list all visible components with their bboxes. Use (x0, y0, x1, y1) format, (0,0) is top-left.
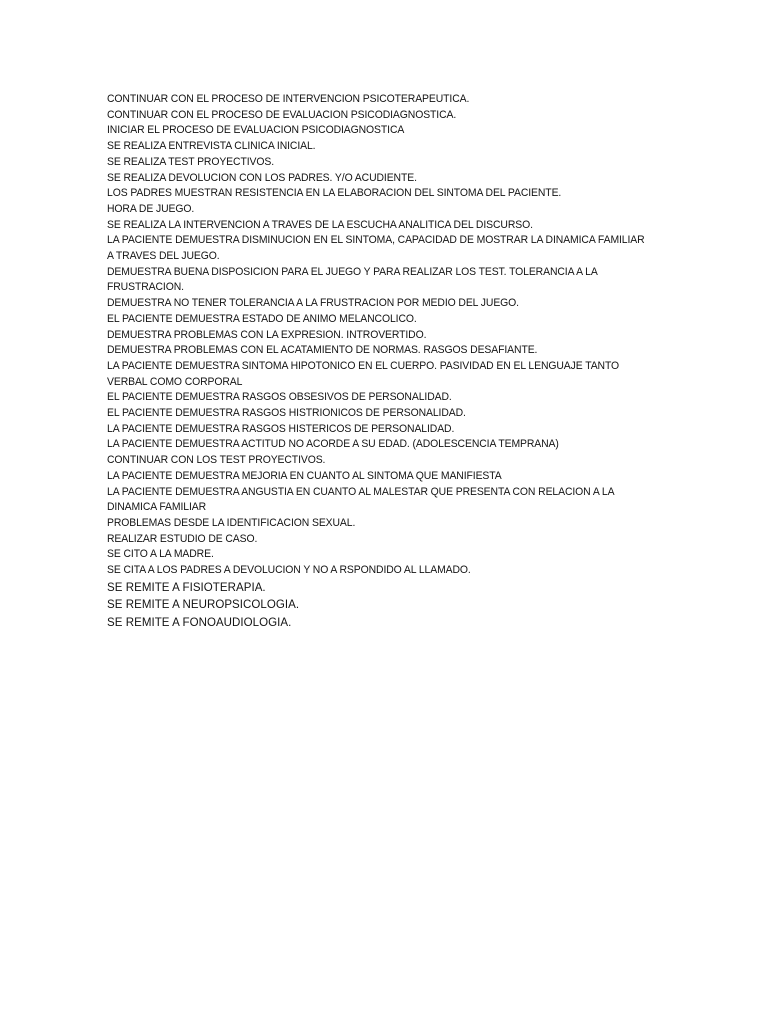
note-line: CONTINUAR CON EL PROCESO DE INTERVENCION PSICOTERAPEUTICA. (107, 93, 470, 105)
note-line: PROBLEMAS DESDE LA IDENTIFICACION SEXUAL. (107, 516, 356, 529)
note-line: HORA DE JUEGO. (107, 202, 195, 215)
note-line: DEMUESTRA PROBLEMAS CON LA EXPRESION. INTROVERTIDO. (107, 328, 427, 341)
note-line: REALIZAR ESTUDIO DE CASO. (107, 532, 258, 545)
note-line: LA PACIENTE DEMUESTRA MEJORIA EN CUANTO AL SINTOMA QUE MANIFIESTA (107, 469, 502, 482)
referral-line: SE REMITE A FISIOTERAPIA. (107, 579, 266, 594)
note-line: VERBAL COMO CORPORAL (107, 375, 243, 388)
note-line: FRUSTRACION. (107, 281, 184, 294)
note-line: DINAMICA FAMILIAR (107, 501, 207, 514)
note-line: CONTINUAR CON EL PROCESO DE EVALUACION PSICODIAGNOSTICA. (107, 108, 457, 121)
referral-line: SE REMITE A FONOAUDIOLOGIA. (107, 614, 292, 629)
note-line: SE REALIZA DEVOLUCION CON LOS PADRES. Y/O ACUDIENTE. (107, 171, 417, 184)
note-line: SE REALIZA LA INTERVENCION A TRAVES DE LA ESCUCHA ANALITICA DEL DISCURSO. (107, 218, 533, 231)
note-line: LA PACIENTE DEMUESTRA SINTOMA HIPOTONICO EN EL CUERPO. PASIVIDAD EN EL LENGUAJE TANTO (107, 359, 620, 372)
note-line: LA PACIENTE DEMUESTRA ACTITUD NO ACORDE A SU EDAD. (ADOLESCENCIA TEMPRANA) (107, 438, 559, 451)
referral-line: SE REMITE A NEUROPSICOLOGIA. (107, 597, 300, 612)
note-line: EL PACIENTE DEMUESTRA RASGOS HISTRIONICOS DE PERSONALIDAD. (107, 407, 466, 420)
note-line: EL PACIENTE DEMUESTRA RASGOS OBSESIVOS DE PERSONALIDAD. (107, 391, 452, 404)
note-line: SE REALIZA ENTREVISTA CLINICA INICIAL. (107, 140, 316, 153)
note-line: DEMUESTRA BUENA DISPOSICION PARA EL JUEGO Y PARA REALIZAR LOS TEST. TOLERANCIA A LA (107, 265, 598, 278)
note-line: LOS PADRES MUESTRAN RESISTENCIA EN LA ELABORACION DEL SINTOMA DEL PACIENTE. (107, 187, 562, 200)
note-line: DEMUESTRA PROBLEMAS CON EL ACATAMIENTO DE NORMAS. RASGOS DESAFIANTE. (107, 344, 538, 357)
note-line: CONTINUAR CON LOS TEST PROYECTIVOS. (107, 454, 326, 467)
note-line: A TRAVES DEL JUEGO. (107, 250, 220, 263)
note-line: LA PACIENTE DEMUESTRA ANGUSTIA EN CUANTO AL MALESTAR QUE PRESENTA CON RELACION A LA (107, 485, 615, 498)
note-line: SE CITO A LA MADRE. (107, 548, 214, 561)
note-line: SE REALIZA TEST PROYECTIVOS. (107, 155, 275, 168)
note-line: EL PACIENTE DEMUESTRA ESTADO DE ANIMO MELANCOLICO. (107, 312, 417, 325)
note-line: SE CITA A LOS PADRES A DEVOLUCION Y NO A RSPONDIDO AL LLAMADO. (107, 564, 471, 577)
note-line: INICIAR EL PROCESO DE EVALUACION PSICODIAGNOSTICA (107, 124, 405, 137)
note-line: LA PACIENTE DEMUESTRA DISMINUCION EN EL SINTOMA, CAPACIDAD DE MOSTRAR LA DINAMICA FAMILIAR (107, 234, 645, 247)
clinical-notes (107, 92, 667, 631)
note-line: DEMUESTRA NO TENER TOLERANCIA A LA FRUSTRACION POR MEDIO DEL JUEGO. (107, 297, 519, 310)
note-line: LA PACIENTE DEMUESTRA RASGOS HISTERICOS DE PERSONALIDAD. (107, 422, 455, 435)
